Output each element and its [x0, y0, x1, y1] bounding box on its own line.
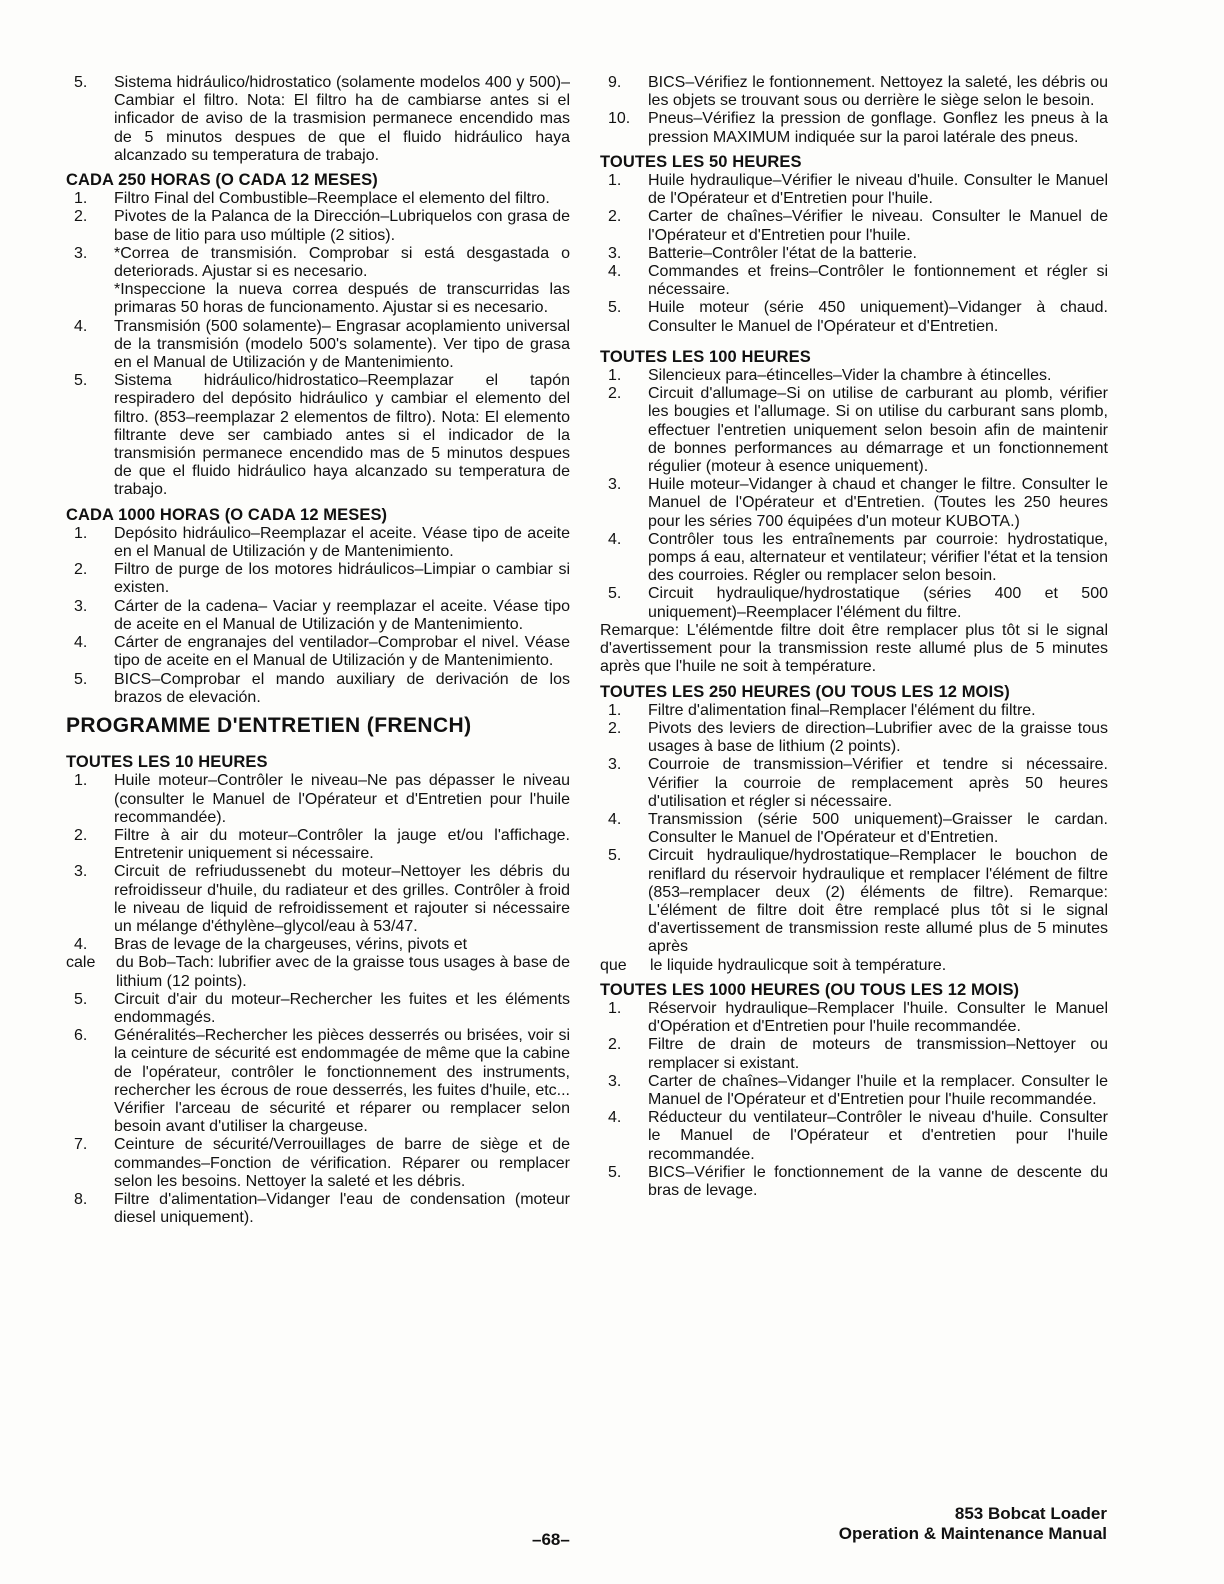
item-text: Transmission (série 500 uniquement)–Graisser le cardan. Consulter le Manuel de l'Opérateur et d'Entretien. [648, 810, 1108, 847]
list-item [600, 1164, 1108, 1200]
list-item [600, 385, 1108, 476]
item-text: Huile hydraulique–Vérifier le niveau d'huile. Consulter le Manuel de l'Opérateur et d'Entretien pour l'huile. [648, 172, 1108, 208]
remark-note: Remarque: L'élémentde filtre doit être remplacer plus tôt si le signal d'avertissement pour la transmission reste allumé plus de 5 minutes après que l'huile ne soit à température. [600, 621, 1108, 676]
list-item [600, 476, 1108, 531]
item-text: Silencieux para–étincelles–Vider la chambre à étincelles. [648, 367, 1052, 385]
item-text: du Bob–Tach: lubrifier avec de la graisse tous usages à base de lithium (12 points). [116, 954, 570, 990]
item-text: Pivotes de la Palanca de la Dirección–Lubriquelos con grasa de base de litio para uso múltiple (2 sitios). [114, 208, 570, 244]
item-number: 1. [608, 999, 622, 1017]
item-text: Ceinture de sécurité/Verrouillages de barre de siège et de commandes–Fonction de vérification. Réparer ou remplacer selon les besoins. Nettoyer la saleté et les débris. [114, 1136, 570, 1190]
item-number: 8. [74, 1190, 88, 1208]
item-text: Filtro de purge de los motores hidráulicos–Limpiar o cambiar si existen. [114, 561, 570, 597]
item-number: 2. [74, 561, 88, 579]
item-number: 5. [608, 585, 622, 603]
item-number: 4. [608, 530, 622, 548]
item-number: 3. [608, 1072, 622, 1090]
item-number: 1. [74, 772, 88, 790]
list-item [600, 531, 1108, 586]
item-number: 5. [74, 670, 88, 688]
item-number: 4. [74, 317, 88, 335]
manual-title [839, 1504, 1107, 1544]
list-item [600, 1109, 1108, 1164]
item-number: 5. [608, 1163, 622, 1181]
item-text: Commandes et freins–Contrôler le fontionnement et régler si nécessaire. [648, 263, 1108, 299]
item-number: 2. [608, 719, 622, 737]
item-lead-word: cale [66, 954, 96, 972]
list-item [600, 110, 1108, 146]
item-text: Filtro Final del Combustible–Reemplace el elemento del filtro. [114, 190, 550, 208]
list-item [66, 863, 570, 936]
item-text: Circuit hydraulique/hydrostatique (séries 400 et 500 uniquement)–Reemplacer l'élément du filtre. [648, 585, 1108, 621]
item-text: BICS–Comprobar el mando auxiliary de derivación de los brazos de elevación. [114, 670, 570, 706]
item-text: Transmisión (500 solamente)– Engrasar acoplamiento universal de la transmisión (modelo 500's solamente). Ver tipo de grasa en el Manual de Utilización y de Mantenimiento. [114, 317, 570, 372]
list-item [600, 720, 1108, 756]
list-item [66, 991, 570, 1027]
right-column [600, 74, 1108, 1200]
list-item [600, 367, 1108, 385]
item-text: Courroie de transmission–Vérifier et tendre si nécessaire. Vérifier la courroie de remplacement après 50 heures d'utilisation et régler si nécessaire. [648, 756, 1108, 810]
item-text: Filtre de drain de moteurs de transmission–Nettoyer ou remplacer si existant. [648, 1036, 1108, 1072]
item-text: Filtre à air du moteur–Contrôler la jauge et/ou l'affichage. Entretenir uniquement si nécessaire. [114, 826, 570, 863]
item-text: Cárter de engranajes del ventilador–Comprobar el nivel. Véase tipo de aceite en el Manual de Utilización y de Mantenimiento. [114, 634, 570, 670]
item-number: 5. [608, 847, 622, 865]
item-number: 1. [608, 367, 622, 385]
list-item [600, 263, 1108, 299]
list-item [600, 702, 1108, 720]
item-number: 5. [74, 74, 88, 91]
section-heading: CADA 1000 HORAS (O CADA 12 MESES) [66, 505, 388, 524]
item-number: 3. [608, 476, 622, 494]
item-number: 3. [74, 863, 88, 881]
item-text: Pivots des leviers de direction–Lubrifier avec de la graisse tous usages à base de lithium (2 points). [648, 719, 1108, 756]
list-item [66, 372, 570, 499]
manual-title-line1: 853 Bobcat Loader [954, 1504, 1107, 1523]
item-number: 9. [608, 74, 622, 91]
item-number: 5. [608, 299, 622, 317]
item-number: 2. [74, 826, 88, 844]
page-title: PROGRAMME D'ENTRETIEN (FRENCH) [66, 713, 472, 737]
item-text: Circuit d'allumage–Si on utilise de carburant au plomb, vérifier les bougies et l'allumage. Si on utilise du carburant sans plomb, effectuer l'entretien uniquement selon besoin afin de maintenir de bonnes performances au démarrage et un fonctionnement régulier (moteur à esence uniquement). [648, 385, 1108, 476]
list-item [66, 1191, 570, 1227]
item-text: Depósito hidráulico–Reemplazar el aceite. Véase tipo de aceite en el Manual de Utilización y de Mantenimiento. [114, 524, 570, 561]
item-text: Batterie–Contrôler l'état de la batterie. [648, 244, 917, 262]
item-text: Huile moteur–Vidanger à chaud et changer le filtre. Consulter le Manuel de l'Opérateur et d'Entretien. (Toutes les 250 heures pour les séries 700 équipées d'un moteur KUBOTA.) [648, 476, 1108, 530]
item-text: Sistema hidráulico/hidrostatico (solamente modelos 400 y 500)–Cambiar el filtro. Nota: El filtro ha de cambiarse antes si el inficador de aviso de la trasmision permanece encendido mas de 5 minutos despues de que el fluido hidráulico haya alcanzado su temperatura de trabajo. [114, 74, 570, 164]
item-lead-word: que [600, 956, 627, 974]
item-text: Circuit d'air du moteur–Rechercher les fuites et les éléments endommagés. [114, 990, 570, 1026]
item-text: Carter de chaînes–Vidanger l'huile et la remplacer. Consulter le Manuel de l'Opérateur et d'Entretien pour l'huile recommandée. [648, 1072, 1108, 1108]
item-text: Circuit de refriudussenebt du moteur–Nettoyer les débris du refroidisseur d'huile, du radiateur et des grilles. Contrôler à froid le niveau de liquid de refroidissement et rajouter si nécessaire un mélange d'éthylène–glycol/eau à 53/47. [114, 863, 570, 935]
item-text: Réducteur du ventilateur–Contrôler le niveau d'huile. Consulter le Manuel de l'Opérateur et d'entretien pour l'huile recommandée. [648, 1109, 1108, 1163]
item-number: 2. [608, 208, 622, 226]
list-item [66, 1027, 570, 1136]
list-item [66, 245, 570, 318]
item-text: Pneus–Vérifiez la pression de gonflage. Gonflez les pneus à la pression MAXIMUM indiquée sur la paroi latérale des pneus. [648, 110, 1108, 146]
item-text: Filtre d'alimentation final–Remplacer l'élément du filtre. [648, 701, 1036, 719]
item-number: 4. [74, 634, 88, 652]
item-number: 10. [608, 110, 631, 128]
list-item [600, 1073, 1108, 1109]
list-item [600, 208, 1108, 244]
list-item [66, 318, 570, 373]
list-item [66, 671, 570, 707]
item-text-note: *Inspeccione la nueva correa después de transcurridas las primaras 50 horas de funcionamento. Ajustar si es necesario. [114, 281, 570, 317]
manual-title-line2: Operation & Maintenance Manual [838, 1524, 1107, 1543]
item-number: 3. [74, 244, 88, 262]
list-item [66, 1136, 570, 1191]
item-number: 4. [608, 263, 622, 281]
section-heading: TOUTES LES 250 HEURES (OU TOUS LES 12 MOIS) [600, 682, 1010, 701]
item-number: 2. [608, 1036, 622, 1054]
item-number: 4. [74, 936, 88, 954]
list-item [600, 172, 1108, 208]
list-item [66, 634, 570, 670]
section-heading: TOUTES LES 50 HEURES [600, 152, 802, 171]
list-item [600, 756, 1108, 811]
list-item [600, 1036, 1108, 1072]
list-item [66, 936, 570, 954]
item-text [114, 245, 570, 318]
left-column [66, 74, 570, 1227]
item-number: 2. [74, 208, 88, 226]
list-item [600, 299, 1108, 335]
item-number: 6. [74, 1027, 88, 1045]
item-text: le liquide hydraulicque soit à température. [650, 956, 947, 974]
item-text: Contrôler tous les entraînements par courroie: hydrostatique, pomps á eau, alternateur et ventilateur; vérifier l'état et la tension des courroies. Régler ou remplacer selon besoin. [648, 530, 1108, 585]
list-item [600, 847, 1108, 956]
page-number: –68– [532, 1530, 570, 1549]
item-text: Généralités–Rechercher les pièces desserrés ou brisées, voir si la ceinture de sécurité est endommagée de même que la cabine de l'opérateur, contrôler le fonctionnement des instruments, rechercher les écrous de roue desserrés, les fuites d'huile, etc... Vérifier l'arceau de sécurité et réparer ou remplacer selon besoin avant d'utiliser la chargeuse. [114, 1027, 570, 1136]
item-number: 5. [74, 990, 88, 1008]
list-item [66, 772, 570, 827]
list-item [600, 1000, 1108, 1036]
item-number: 5. [74, 372, 88, 390]
list-item [600, 957, 1108, 975]
item-text: Bras de levage de la chargeuses, vérins, pivots et [114, 936, 468, 954]
item-number: 2. [608, 385, 622, 403]
item-text: Huile moteur–Contrôler le niveau–Ne pas dépasser le niveau (consulter le Manuel de l'Opérateur et d'Entretien pour l'huile recommandée). [114, 772, 570, 826]
list-item [66, 74, 570, 165]
item-text: Sistema hidráulico/hidrostatico–Reemplazar el tapón respiradero del depósito hidráulico y cambiar el elemento del filtro. (853–reemplazar 2 elementos de filtro). Nota: El elemento filtrante deve ser cambiado antes si el indicador de la transmisión permanece encendido mas de 5 minutos despues de que el fluido hidráulico haya alcanzado su temperatura de trabajo. [114, 372, 570, 499]
list-item [66, 190, 570, 208]
item-text: Circuit hydraulique/hydrostatique–Remplacer le bouchon de reniflard du réservoir hydraulique et remplacer l'élément de filtre (853–remplacer deux (2) éléments de filtre). Remarque: L'élément de filtre doit être remplacé plus tôt si le signal d'avertissement de transmission reste allumé plus de 5 minutes après [648, 847, 1108, 956]
list-item [600, 245, 1108, 263]
item-text: Huile moteur (série 450 uniquement)–Vidanger à chaud. Consulter le Manuel de l'Opérateur et d'Entretien. [648, 299, 1108, 335]
item-number: 1. [608, 701, 622, 719]
list-item [66, 208, 570, 244]
section-heading: TOUTES LES 10 HEURES [66, 753, 268, 772]
item-text: Réservoir hydraulique–Remplacer l'huile. Consulter le Manuel d'Opération et d'Entretien pour l'huile recommandée. [648, 999, 1108, 1036]
item-number: 4. [608, 810, 622, 828]
item-number: 1. [74, 190, 88, 208]
item-number: 3. [74, 597, 88, 615]
list-item [66, 525, 570, 561]
list-item [600, 811, 1108, 847]
list-item [66, 954, 570, 990]
section-heading: TOUTES LES 1000 HEURES (OU TOUS LES 12 MOIS) [600, 980, 1020, 999]
item-text: Carter de chaînes–Vérifier le niveau. Consulter le Manuel de l'Opérateur et d'Entretien pour l'huile. [648, 208, 1108, 244]
item-text: Filtre d'alimentation–Vidanger l'eau de condensation (moteur diesel uniquement). [114, 1190, 570, 1227]
item-text: BICS–Vérifier le fonctionnement de la vanne de descente du bras de levage. [648, 1163, 1108, 1199]
item-text: BICS–Vérifiez le fontionnement. Nettoyez la saleté, les débris ou les objets se trouvant sous ou derrière le siège selon le besoin. [648, 74, 1108, 110]
section-heading: CADA 250 HORAS (O CADA 12 MESES) [66, 171, 378, 190]
item-number: 1. [608, 172, 622, 190]
item-text-main: *Correa de transmisión. Comprobar si está desgastada o deteriorads. Ajustar si es necesario. [114, 244, 570, 281]
item-number: 1. [74, 524, 88, 542]
list-item [66, 561, 570, 597]
item-number: 7. [74, 1136, 88, 1154]
list-item [66, 598, 570, 634]
item-number: 3. [608, 244, 622, 262]
section-heading: TOUTES LES 100 HEURES [600, 347, 811, 366]
list-item [600, 585, 1108, 621]
list-item [66, 827, 570, 863]
item-text: Cárter de la cadena– Vaciar y reemplazar el aceite. Véase tipo de aceite en el Manual de Utilización y de Mantenimiento. [114, 597, 570, 633]
item-number: 4. [608, 1109, 622, 1127]
item-number: 3. [608, 756, 622, 774]
list-item [600, 74, 1108, 110]
